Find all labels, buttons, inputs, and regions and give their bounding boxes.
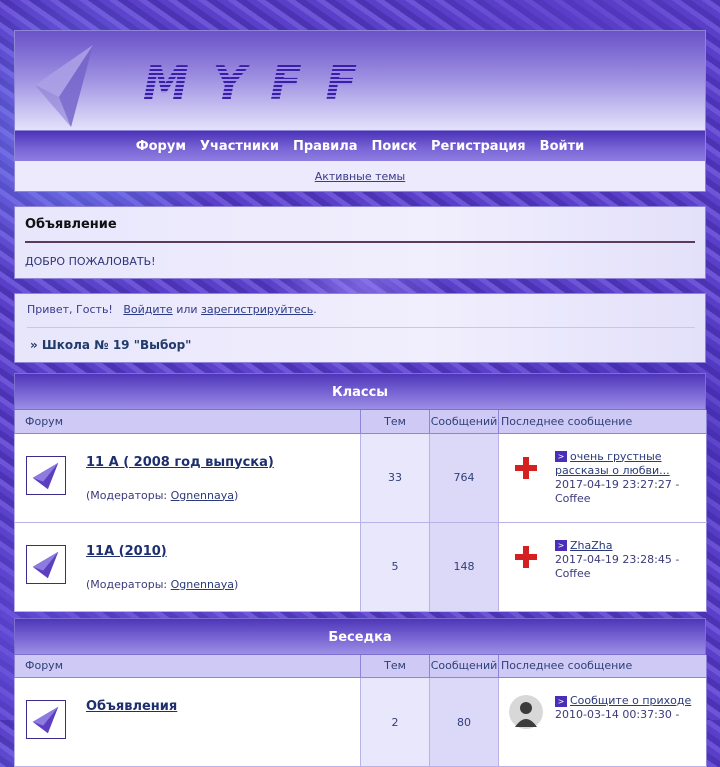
nav-search[interactable]: Поиск [372, 139, 417, 154]
last-post-info [555, 539, 689, 581]
forum-moderators: (Модераторы: Ognennaya) [86, 578, 238, 591]
table-row [15, 678, 707, 767]
col-header-topics: Тем [361, 655, 430, 678]
announcement-box [14, 206, 706, 279]
table-row [15, 433, 707, 522]
last-post-author: Coffee [555, 567, 591, 580]
welcome-line [27, 303, 695, 328]
active-topics-link[interactable]: Активные темы [315, 170, 406, 183]
or-text: или [176, 303, 197, 316]
last-post-cell [499, 433, 707, 522]
forum-cell [15, 678, 361, 767]
nav-register[interactable]: Регистрация [431, 139, 526, 154]
forum-cell [15, 522, 361, 611]
col-header-last: Последнее сообщение [499, 655, 707, 678]
last-post-cell [499, 678, 707, 767]
category-header-gazebo: Беседка [14, 618, 706, 655]
forum-plane-icon[interactable] [26, 545, 66, 584]
post-count: 80 [430, 678, 499, 767]
period-text: . [313, 303, 317, 316]
table-row [15, 522, 707, 611]
forum-table-gazebo [14, 655, 707, 767]
forum-plane-icon[interactable] [26, 456, 66, 495]
moderator-link[interactable]: Ognennaya [171, 578, 234, 591]
category-header-classes: Классы [14, 373, 706, 410]
main-nav [14, 131, 706, 161]
col-header-last: Последнее сообщение [499, 410, 707, 433]
last-post-link[interactable]: очень грустные рассказы о любви... [555, 450, 670, 477]
welcome-box [14, 293, 706, 363]
forum-table-classes [14, 410, 707, 612]
sub-nav [14, 161, 706, 192]
forum-title[interactable]: 11А (2010) [86, 544, 167, 559]
post-count: 764 [430, 433, 499, 522]
greeting-text: Привет, Гость! [27, 303, 113, 316]
announcement-text: ДОБРО ПОЖАЛОВАТЬ! [25, 255, 695, 268]
last-post-link[interactable]: ZhaZha [570, 539, 613, 552]
paper-plane-logo-icon [31, 41, 101, 129]
last-post-author: Coffee [555, 492, 591, 505]
forum-cell [15, 433, 361, 522]
announcement-title: Объявление [25, 217, 695, 243]
last-post-date: 2010-03-14 00:37:30 - [555, 708, 679, 721]
last-post-link[interactable]: Сообщите о приходе [570, 694, 691, 707]
col-header-posts: Сообщений [430, 410, 499, 433]
col-header-forum: Форум [15, 410, 361, 433]
post-count: 148 [430, 522, 499, 611]
last-post-cell [499, 522, 707, 611]
col-header-topics: Тем [361, 410, 430, 433]
red-cross-icon [509, 451, 543, 485]
red-cross-icon [509, 540, 543, 574]
topic-count: 33 [361, 433, 430, 522]
col-header-posts: Сообщений [430, 655, 499, 678]
last-post-date: 2017-04-19 23:28:45 - [555, 553, 679, 566]
forum-plane-icon[interactable] [26, 700, 66, 739]
go-to-post-icon[interactable]: > [555, 540, 567, 551]
nav-members[interactable]: Участники [200, 139, 279, 154]
col-header-forum: Форум [15, 655, 361, 678]
user-silhouette-icon [509, 695, 543, 729]
topic-count: 2 [361, 678, 430, 767]
forum-title[interactable]: 11 А ( 2008 год выпуска) [86, 455, 274, 470]
nav-forum[interactable]: Форум [136, 139, 186, 154]
site-header [14, 30, 706, 131]
breadcrumb[interactable]: » Школа № 19 "Выбор" [27, 338, 695, 352]
topic-count: 5 [361, 522, 430, 611]
last-post-date: 2017-04-19 23:27:27 - [555, 478, 679, 491]
go-to-post-icon[interactable]: > [555, 696, 567, 707]
forum-title[interactable]: Объявления [86, 699, 177, 714]
login-link[interactable]: Войдите [123, 303, 172, 316]
last-post-info [555, 450, 689, 506]
nav-rules[interactable]: Правила [293, 139, 358, 154]
register-link[interactable]: зарегистрируйтесь [201, 303, 313, 316]
last-post-info [555, 694, 695, 722]
site-logo[interactable] [139, 53, 429, 109]
forum-moderators: (Модераторы: Ognennaya) [86, 489, 238, 502]
logo-text: MYFF [143, 56, 381, 110]
moderator-link[interactable]: Ognennaya [171, 489, 234, 502]
go-to-post-icon[interactable]: > [555, 451, 567, 462]
nav-login[interactable]: Войти [540, 139, 585, 154]
